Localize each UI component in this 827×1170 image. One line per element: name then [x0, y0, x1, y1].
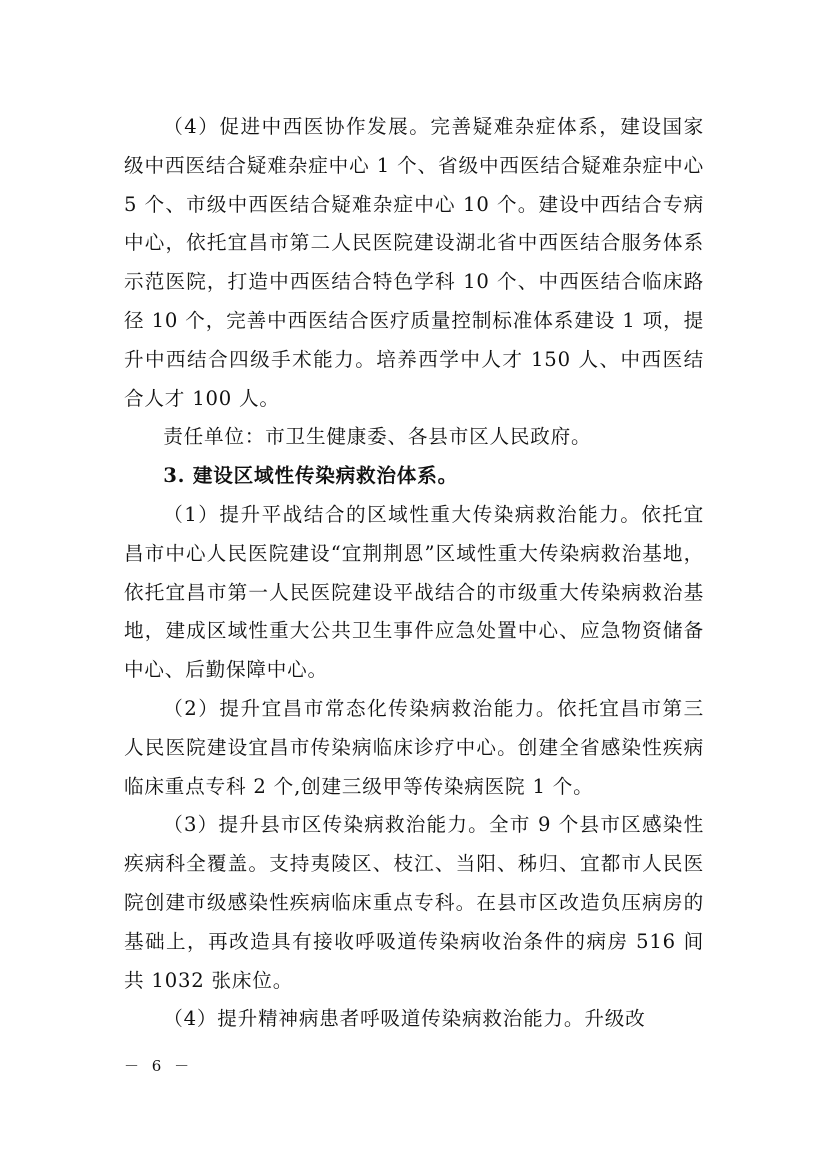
page-number: － 6 －: [124, 1057, 194, 1075]
paragraph-regional-treatment-capacity: （1）提升平战结合的区域性重大传染病救治能力。依托宜昌市中心人民医院建设“宜荆荆恩”区域性重大传染病救治基地，依托宜昌市第一人民医院建设平战结合的市级重大传染病救治基地，建成区域性重大公共卫生事件应急处置中心、应急物资储备中心、后勤保障中心。: [124, 502, 704, 682]
paragraph-tcm-integration: （4）促进中西医协作发展。完善疑难杂症体系，建设国家级中西医结合疑难杂症中心 1 个、省级中西医结合疑难杂症中心 5 个、市级中西医结合疑难杂症中心 10 个。建设中西结合专病中心，依托宜昌市第二人民医院建设湖北省中西医结合服务体系示范医院，打造中西医结合特色学科 10 个、中西医结合临床路径 10 个，完善中西医结合医疗质量控制标准体系建设 1 项，提升中西结合四级手术能力。培养西学中人才 150 人、中西医结合人才 100 人。: [124, 115, 704, 410]
paragraph-yichang-routine-treatment: （2）提升宜昌市常态化传染病救治能力。依托宜昌市第三人民医院建设宜昌市传染病临床诊疗中心。创建全省感染性疾病临床重点专科 2 个,创建三级甲等传染病医院 1 个。: [124, 696, 704, 798]
section-heading-infectious-disease: 3. 建设区域性传染病救治体系。: [163, 464, 458, 488]
paragraph-responsible-units: 责任单位：市卫生健康委、各县市区人民政府。: [163, 425, 592, 449]
paragraph-psychiatric-patients: （4）提升精神病患者呼吸道传染病救治能力。升级改: [163, 1007, 646, 1031]
paragraph-county-treatment: （3）提升县市区传染病救治能力。全市 9 个县市区感染性疾病科全覆盖。支持夷陵区、枝江、当阳、秭归、宜都市人民医院创建市级感染性疾病临床重点专科。在县市区改造负压病房的基础上，再改造具有接收呼吸道传染病收治条件的病房 516 间共 1032 张床位。: [124, 813, 704, 992]
body-text: [124, 108, 704, 1039]
